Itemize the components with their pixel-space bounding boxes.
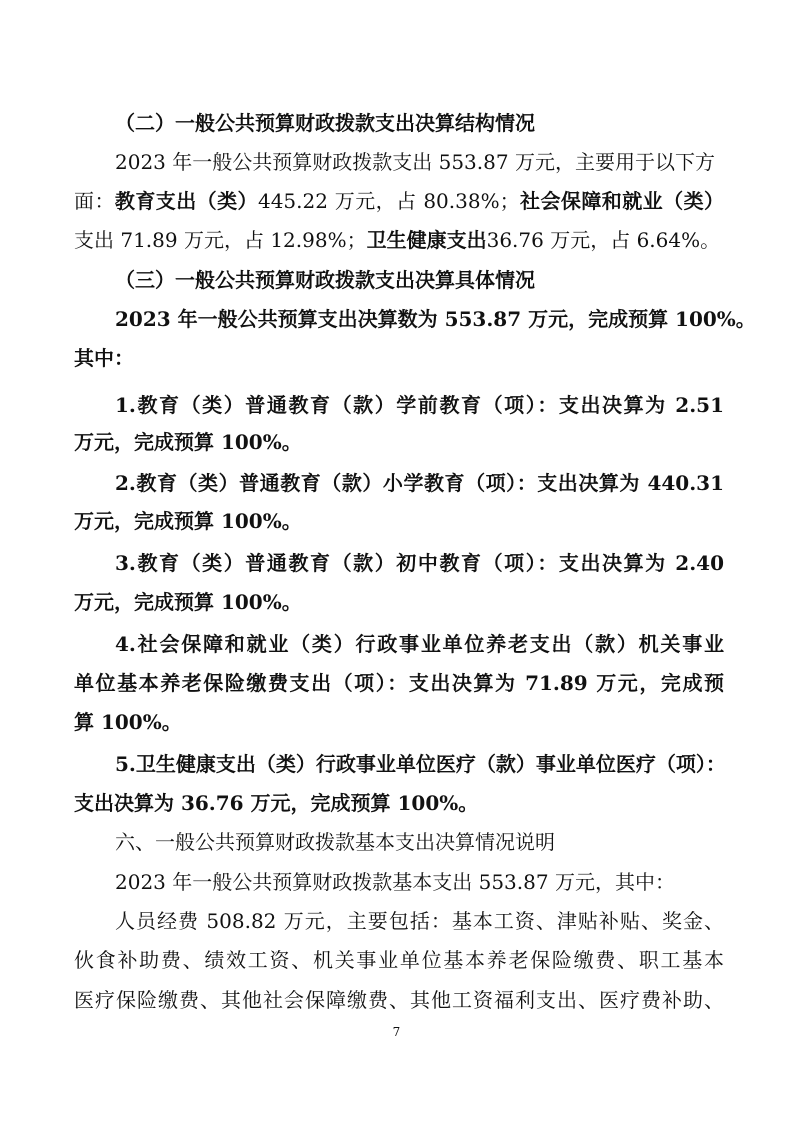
text-run: 445.22 万元，占 80.38%； — [257, 189, 520, 213]
paragraph-line — [74, 226, 724, 254]
section-3-heading: （三）一般公共预算财政拨款支出决算具体情况 — [115, 268, 535, 292]
text-run: 36.76 万元，占 6.64%。 — [486, 228, 721, 252]
item-3-line-1: 3.教育（类）普通教育（款）初中教育（项）：支出决算为 2.40 — [115, 551, 724, 575]
paragraph-line: 伙食补助费、绩效工资、机关事业单位基本养老保险缴费、职工基本 — [74, 948, 724, 972]
paragraph-line: 人员经费 508.82 万元，主要包括：基本工资、津贴补贴、奖金、 — [115, 909, 724, 933]
category-education: 教育支出（类） — [114, 189, 258, 213]
paragraph-line: 其中： — [74, 346, 134, 370]
paragraph-line — [74, 187, 724, 215]
paragraph-line: 2023 年一般公共预算财政拨款基本支出 553.87 万元，其中： — [115, 870, 675, 894]
section-2-heading: （二）一般公共预算财政拨款支出决算结构情况 — [115, 111, 535, 135]
paragraph-line: 2023 年一般公共预算财政拨款支出 553.87 万元，主要用于以下方 — [115, 150, 715, 174]
item-1-line-2: 万元，完成预算 100%。 — [74, 430, 302, 454]
section-6-heading: 六、一般公共预算财政拨款基本支出决算情况说明 — [115, 830, 555, 854]
item-2-line-2: 万元，完成预算 100%。 — [74, 509, 302, 533]
paragraph-line: 医疗保险缴费、其他社会保障缴费、其他工资福利支出、医疗费补助、 — [74, 988, 724, 1012]
item-2-line-1: 2.教育（类）普通教育（款）小学教育（项）：支出决算为 440.31 — [115, 471, 724, 495]
item-5-line-1: 5.卫生健康支出（类）行政事业单位医疗（款）事业单位医疗（项）： — [115, 752, 726, 776]
category-health: 卫生健康支出 — [366, 228, 487, 252]
item-4-line-3: 算 100%。 — [74, 710, 182, 734]
item-4-line-1: 4.社会保障和就业（类）行政事业单位养老支出（款）机关事业 — [115, 632, 724, 656]
text-run: 支出 71.89 万元，占 12.98%； — [74, 228, 367, 252]
item-3-line-2: 万元，完成预算 100%。 — [74, 590, 302, 614]
paragraph-line: 2023 年一般公共预算支出决算数为 553.87 万元，完成预算 100%。 — [115, 307, 756, 331]
item-1-line-1: 1.教育（类）普通教育（款）学前教育（项）：支出决算为 2.51 — [115, 393, 724, 417]
category-social-security: 社会保障和就业（类） — [519, 189, 725, 213]
page-number: 7 — [392, 1025, 401, 1039]
item-5-line-2: 支出决算为 36.76 万元，完成预算 100%。 — [74, 791, 479, 815]
text-run: 面： — [74, 189, 115, 213]
item-4-line-2: 单位基本养老保险缴费支出（项）：支出决算为 71.89 万元，完成预 — [74, 671, 724, 695]
